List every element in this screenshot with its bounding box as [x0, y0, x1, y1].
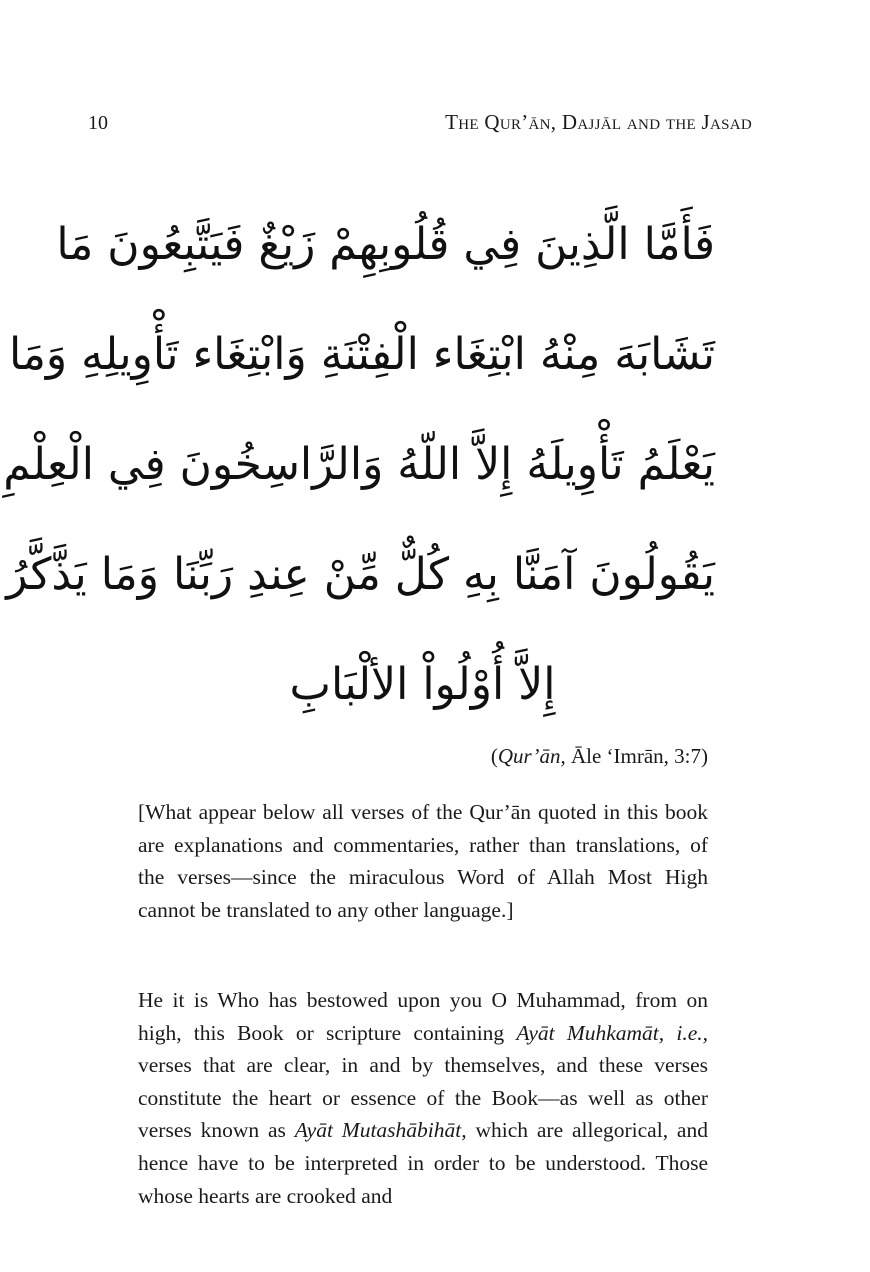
running-title: The Qur’ān, Dajjāl and the Jasad	[445, 110, 752, 134]
verse-citation	[491, 744, 708, 769]
citation-reference: , Āle ‘Imrān, 3:7)	[560, 744, 708, 768]
body-text: He it is Who has bestowed upon you O Muhammad, from on high, this Book or scripture containing	[138, 988, 708, 1045]
arabic-line: يَعْلَمُ تَأْوِيلَهُ إِلاَّ اللّهُ وَالرَّاسِخُونَ فِي الْعِلْمِ	[3, 439, 715, 490]
translation-note-paragraph: [What appear below all verses of the Qur’ān quoted in this book are explanations and commentaries, rather than translations, of the verses—since the miraculous Word of Allah Most High cannot be translated to any other language.]	[138, 800, 708, 922]
body-italic-term: Ayāt Muhkamāt, i.e.,	[516, 1020, 708, 1045]
arabic-verse	[3, 190, 715, 740]
citation-source: Qur’ān	[497, 744, 561, 768]
page-number: 10	[88, 112, 108, 134]
page-header	[88, 110, 752, 138]
citation-open: (	[490, 744, 498, 768]
arabic-line: فَأَمَّا الَّذِينَ فِي قُلُوبِهِمْ زَيْغٌ فَيَتَّبِعُونَ مَا	[56, 219, 715, 270]
body-text: verses that are clear, in and by themselves, and these verses constitute the heart or essence of the Book—as well as other verses known as	[138, 1053, 708, 1143]
arabic-line: تَشَابَهَ مِنْهُ ابْتِغَاء الْفِتْنَةِ وَابْتِغَاء تَأْوِيلِهِ وَمَا	[8, 329, 715, 380]
body-italic-term: Ayāt Mutashābihāt,	[294, 1118, 467, 1143]
arabic-line: يَقُولُونَ آمَنَّا بِهِ كُلٌّ مِّنْ عِندِ رَبِّنَا وَمَا يَذَّكَّرُ	[6, 549, 715, 600]
commentary-paragraph	[138, 984, 708, 1212]
body-text: which are allegorical, and hence have to be interpreted in order to be understood. Those whose hearts are crooked and	[138, 1118, 708, 1208]
arabic-line: إِلاَّ أُوْلُواْ الألْبَابِ	[289, 659, 556, 710]
